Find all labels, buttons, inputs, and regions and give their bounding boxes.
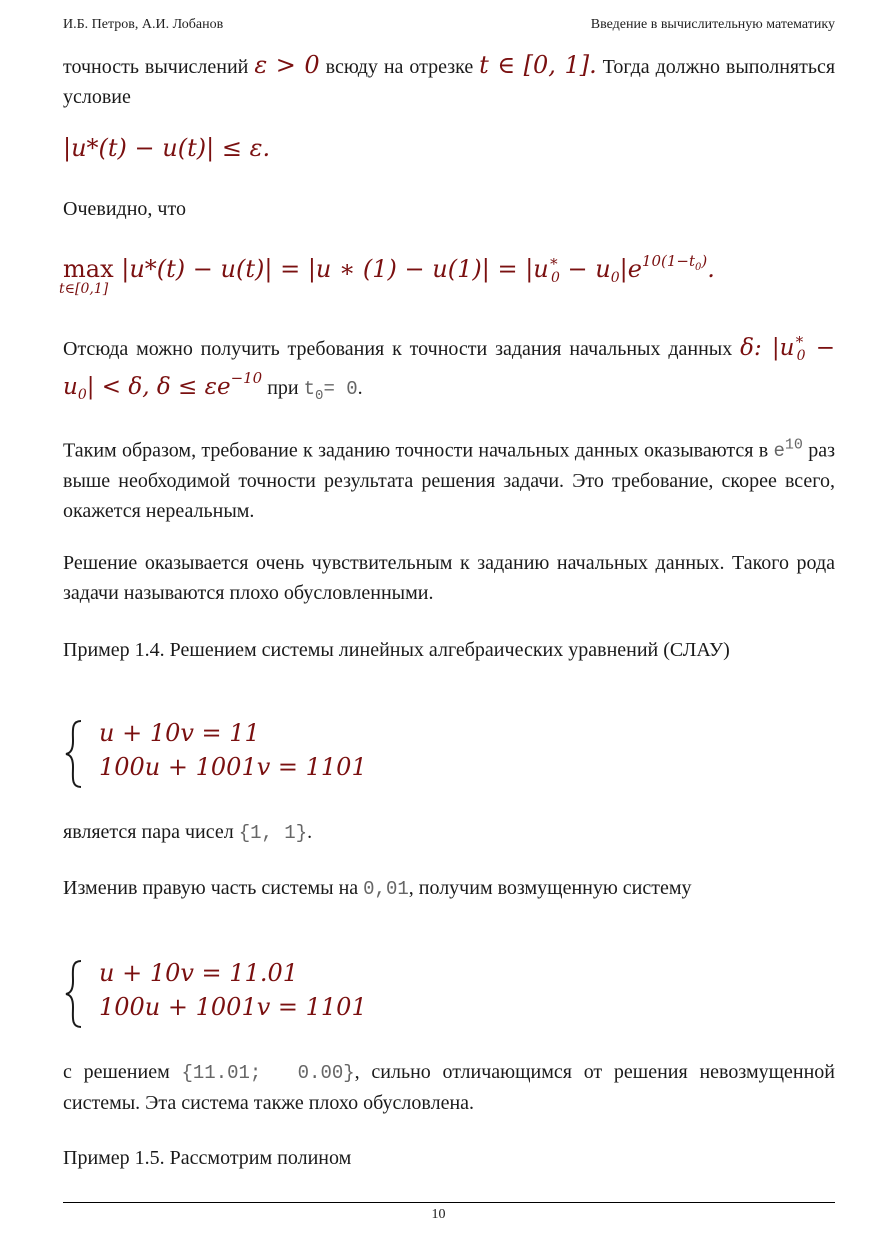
code-e10: $e^{10}$	[773, 437, 803, 463]
max-operator: max t∈[0,1]	[59, 255, 114, 297]
math-interval: t ∈ [0, 1].	[479, 51, 597, 79]
paragraph-obviously: Очевидно, что	[63, 198, 186, 220]
code-delta-value: 0,01	[363, 878, 409, 900]
p1-text-b: всюду на отрезке	[325, 56, 474, 78]
paragraph-example-1-4: Пример 1.4. Решением системы линейных алгебраических уравнений (СЛАУ)	[63, 639, 730, 661]
code-solution: {11.01; 0.00}	[181, 1062, 355, 1084]
paragraph-perturbation: Изменив правую часть системы на 0,01, получим возмущенную систему	[63, 877, 692, 900]
paragraph-requirements: Отсюда можно получить требования к точности задания начальных данных δ: $|u^∗_0 - u_0| < \delta$, $\delta \le \varepsilon e^{-10}$ при $t_0= 0$.	[63, 330, 835, 404]
paragraph-conclusion: Таким образом, требование к заданию точности начальных данных оказываются в $e^{10}$ раз выше необходимой точности результата решения задачи. Это требование, скорее всего, окажется нереальным.	[63, 437, 836, 523]
system1-equation-1: u + 10v = 11	[99, 719, 260, 747]
code-pair: {1, 1}	[238, 822, 308, 844]
paragraph-example-1-5: Пример 1.5. Рассмотрим полином	[63, 1147, 352, 1169]
p3-text-b: при	[267, 377, 299, 399]
footer-divider	[63, 1202, 835, 1203]
system1-equation-2: 100u + 1001v = 1101	[99, 753, 367, 781]
p1-text-c: Тогда должно выполняться условие	[63, 56, 836, 108]
paragraph-ill-conditioned: Решение оказывается очень чувствительным к заданию начальных данных. Такого рода задачи называются плохо обусловленными.	[63, 552, 835, 604]
left-brace-icon	[63, 719, 85, 789]
formula-max: max t∈[0,1] |u*(t) − u(t)| = |u ∗ $(1) - u(1)| = |u^∗_0 - u_0|e^{10(1-t_0)}$.	[59, 252, 715, 297]
left-brace-icon	[63, 959, 85, 1029]
header-title: Введение в вычислительную математику	[590, 17, 835, 32]
formula-condition: |u*(t) − u(t)| ≤ ε.	[63, 134, 271, 162]
paragraph-perturbed-solution: с решением {11.01; 0.00}, сильно отличающимся от решения невозмущенной системы. Эта система также плохо обусловлена.	[63, 1061, 835, 1114]
page-number: 10	[431, 1207, 446, 1222]
max-subscript: t∈[0,1]	[59, 281, 109, 297]
header-authors: И.Б. Петров, А.И. Лобанов	[63, 17, 224, 32]
p3-text-a: Отсюда можно получить требования к точности задания начальных данных	[63, 338, 733, 360]
system2-equation-2: 100u + 1001v = 1101	[99, 993, 367, 1021]
math-delta-condition: δ: $|u^∗_0 - u_0| < \delta$, $\delta \le \varepsilon e^{-10}$	[63, 330, 835, 403]
paragraph-solution-pair: является пара чисел {1, 1}.	[63, 821, 313, 844]
p1-text-a: точность вычислений	[63, 56, 249, 78]
system2-equation-1: u + 10v = 11.01	[99, 959, 298, 987]
math-epsilon: ε > 0	[254, 51, 320, 79]
code-t0: $t_0= 0$	[303, 378, 358, 404]
paragraph-accuracy	[63, 50, 835, 112]
